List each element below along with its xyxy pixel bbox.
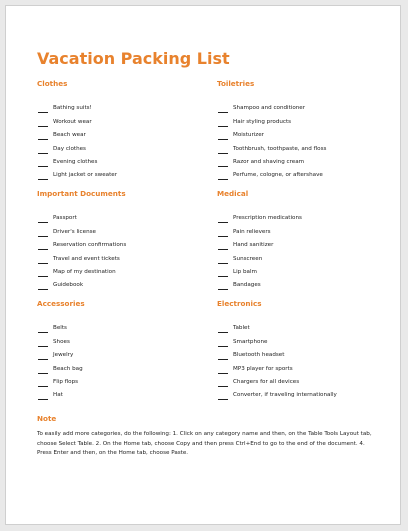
checkbox-line[interactable]	[218, 378, 228, 387]
checklist-item	[217, 277, 387, 290]
checkbox-line[interactable]	[38, 324, 48, 333]
item-label: Bandages	[233, 282, 261, 289]
item-label: Moisturizer	[233, 132, 264, 139]
item-label: Hat	[53, 392, 63, 399]
checkbox-line[interactable]	[38, 378, 48, 387]
section-toiletries	[217, 79, 387, 180]
page-title: Vacation Packing List	[37, 49, 230, 68]
checkbox-line[interactable]	[38, 365, 48, 374]
checkbox-line[interactable]	[218, 158, 228, 167]
item-label: Hand sanitizer	[233, 242, 274, 249]
checklist-item	[37, 113, 207, 126]
item-label: Razor and shaving cream	[233, 158, 305, 165]
checklist-item	[217, 360, 387, 373]
item-label: Driver's license	[53, 228, 96, 235]
checkbox-line[interactable]	[38, 338, 48, 347]
checklist-item	[37, 333, 207, 346]
item-label: Shoes	[53, 338, 70, 345]
checkbox-line[interactable]	[38, 118, 48, 127]
checklist-item	[217, 127, 387, 140]
checkbox-line[interactable]	[38, 281, 48, 290]
item-label: Bathing suits!	[53, 105, 92, 112]
checkbox-line[interactable]	[38, 214, 48, 223]
checkbox-line[interactable]	[38, 145, 48, 154]
checklist-item	[217, 320, 387, 333]
checklist-item	[37, 347, 207, 360]
checklist-item	[217, 333, 387, 346]
checkbox-line[interactable]	[218, 171, 228, 180]
item-label: Beach bag	[53, 365, 83, 372]
checklist-item	[217, 210, 387, 223]
section-heading: Clothes	[37, 79, 68, 88]
checkbox-line[interactable]	[218, 324, 228, 333]
item-label: Travel and event tickets	[53, 255, 120, 262]
item-label: Map of my destination	[53, 268, 116, 275]
item-label: Tablet	[233, 325, 250, 332]
checklist-item	[37, 387, 207, 400]
section-heading: Important Documents	[37, 189, 126, 198]
checklist-item	[37, 154, 207, 167]
checklist	[217, 100, 387, 180]
checklist-item	[217, 237, 387, 250]
checkbox-line[interactable]	[218, 131, 228, 140]
checkbox-line[interactable]	[218, 118, 228, 127]
item-label: Hair styling products	[233, 118, 292, 125]
checkbox-line[interactable]	[38, 255, 48, 264]
checklist-item	[37, 264, 207, 277]
checklist-item	[217, 387, 387, 400]
checklist-item	[37, 374, 207, 387]
checklist	[37, 320, 207, 400]
checkbox-line[interactable]	[218, 365, 228, 374]
item-label: Bluetooth headset	[233, 352, 285, 359]
checkbox-line[interactable]	[38, 391, 48, 400]
checklist-item	[217, 140, 387, 153]
item-label: Evening clothes	[53, 158, 98, 165]
checkbox-line[interactable]	[38, 158, 48, 167]
item-label: Perfume, cologne, or aftershave	[233, 172, 323, 179]
checkbox-line[interactable]	[218, 268, 228, 277]
checkbox-line[interactable]	[38, 131, 48, 140]
checklist-item	[217, 347, 387, 360]
checklist-item	[217, 223, 387, 236]
note-heading: Note	[37, 414, 57, 423]
item-label: Flip flops	[53, 378, 79, 385]
item-label: Toothbrush, toothpaste, and floss	[233, 145, 327, 152]
document-page	[5, 5, 401, 525]
note-section	[37, 414, 372, 459]
checkbox-line[interactable]	[218, 255, 228, 264]
section-heading: Electronics	[217, 299, 262, 308]
checklist-item	[217, 264, 387, 277]
checkbox-line[interactable]	[218, 228, 228, 237]
checklist-item	[37, 277, 207, 290]
checklist-item	[37, 167, 207, 180]
checkbox-line[interactable]	[38, 241, 48, 250]
checklist-item	[37, 223, 207, 236]
checkbox-line[interactable]	[38, 228, 48, 237]
checklist-item	[217, 154, 387, 167]
checkbox-line[interactable]	[38, 171, 48, 180]
item-label: Jewelry	[53, 352, 74, 359]
item-label: Converter, if traveling internationally	[233, 392, 337, 399]
checklist-item	[37, 320, 207, 333]
checklist	[217, 210, 387, 290]
item-label: Day clothes	[53, 145, 86, 152]
item-label: Passport	[53, 215, 77, 222]
checkbox-line[interactable]	[218, 241, 228, 250]
section-heading: Accessories	[37, 299, 85, 308]
item-label: Sunscreen	[233, 255, 263, 262]
checklist-item	[217, 250, 387, 263]
section-clothes	[37, 79, 207, 180]
checklist	[217, 320, 387, 400]
checkbox-line[interactable]	[218, 214, 228, 223]
section-important-documents	[37, 189, 207, 290]
checklist-item	[37, 140, 207, 153]
checklist-item	[37, 100, 207, 113]
section-electronics	[217, 299, 387, 400]
checklist-item	[37, 237, 207, 250]
item-label: Shampoo and conditioner	[233, 105, 306, 112]
item-label: Pain relievers	[233, 228, 271, 235]
item-label: Belts	[53, 325, 67, 332]
item-label: Workout wear	[53, 118, 92, 125]
section-heading: Medical	[217, 189, 249, 198]
item-label: Chargers for all devices	[233, 378, 300, 385]
checkbox-line[interactable]	[38, 351, 48, 360]
item-label: Lip balm	[233, 268, 257, 275]
item-label: Prescription medications	[233, 215, 302, 222]
checkbox-line[interactable]	[38, 104, 48, 113]
checklist-item	[37, 360, 207, 373]
checkbox-line[interactable]	[218, 338, 228, 347]
section-medical	[217, 189, 387, 290]
item-label: Guidebook	[53, 282, 84, 289]
checkbox-line[interactable]	[218, 104, 228, 113]
checklist-item	[37, 250, 207, 263]
checklist-item	[217, 113, 387, 126]
item-label: MP3 player for sports	[233, 365, 293, 372]
section-accessories	[37, 299, 207, 400]
checklist	[37, 100, 207, 180]
item-label: Light jacket or sweater	[53, 172, 118, 179]
item-label: Beach wear	[53, 132, 86, 139]
checkbox-line[interactable]	[218, 145, 228, 154]
checklist	[37, 210, 207, 290]
checklist-item	[217, 167, 387, 180]
checklist-item	[37, 127, 207, 140]
note-text: To easily add more categories, do the following: 1. Click on any category name and then, on the Table Tools Layout tab, choose Select Table. 2. On the Home tab, choose Copy and then press Ctrl+End to go to the end of the document. 4. Press Enter and then, on the Home tab, choose Paste.	[37, 431, 372, 457]
checkbox-line[interactable]	[38, 268, 48, 277]
checklist-item	[217, 374, 387, 387]
checklist-item	[37, 210, 207, 223]
section-heading: Toiletries	[217, 79, 255, 88]
checkbox-line[interactable]	[218, 351, 228, 360]
item-label: Reservation confirmations	[53, 242, 127, 249]
checkbox-line[interactable]	[218, 391, 228, 400]
checkbox-line[interactable]	[218, 281, 228, 290]
item-label: Smartphone	[233, 338, 268, 345]
checklist-item	[217, 100, 387, 113]
